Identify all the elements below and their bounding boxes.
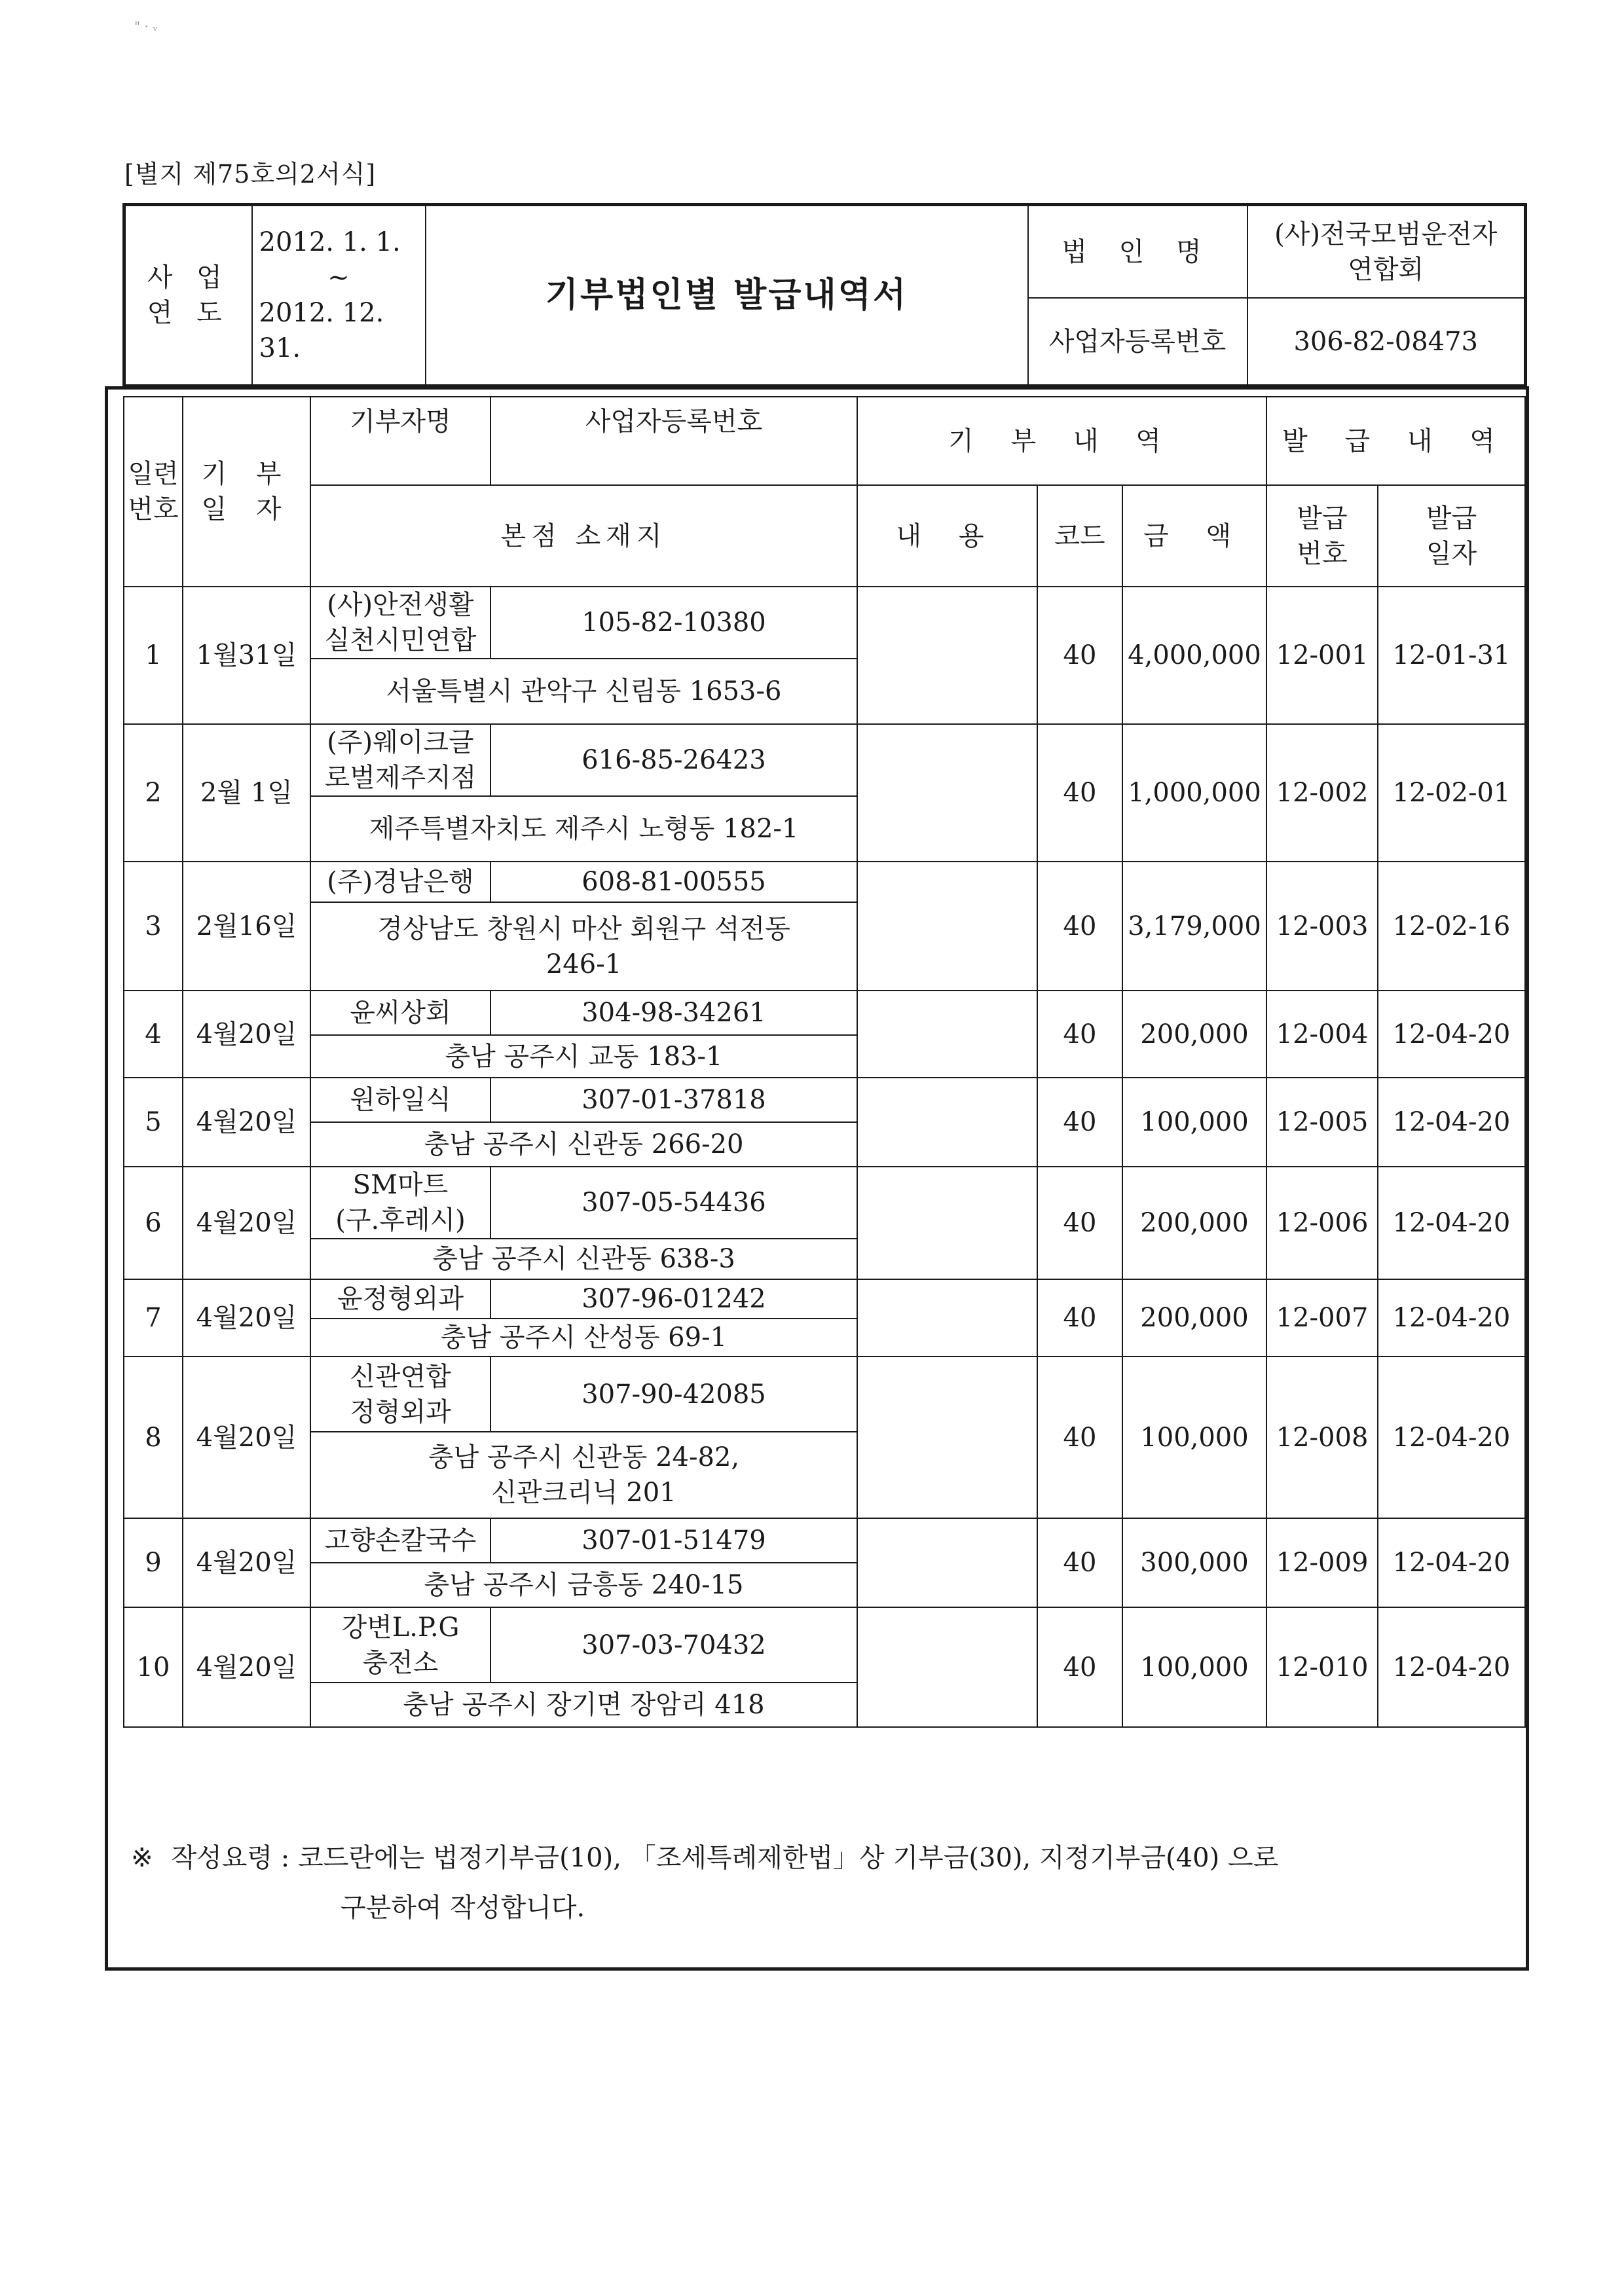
cell-date: 2월16일	[183, 862, 310, 991]
cell-seq: 4	[124, 991, 183, 1078]
cell-content	[857, 1357, 1037, 1518]
corp-name-value: (사)전국모범운전자 연합회	[1247, 205, 1526, 299]
biz-no-label: 사업자등록번호	[1028, 298, 1247, 386]
cell-content	[857, 1607, 1037, 1727]
col-date: 기 부 일 자	[183, 397, 310, 587]
cell-amount: 200,000	[1122, 991, 1266, 1078]
document-title: 기부법인별 발급내역서	[426, 205, 1028, 386]
cell-content	[857, 1167, 1037, 1279]
corp-name-label: 법 인 명	[1028, 205, 1247, 299]
cell-donor-name: 원하일식	[310, 1078, 490, 1122]
cell-code: 40	[1037, 1167, 1122, 1279]
cell-issue-no: 12-010	[1266, 1607, 1378, 1727]
cell-biz-no: 304-98-34261	[490, 991, 857, 1035]
table-row	[124, 1167, 1525, 1239]
cell-issue-date: 12-01-31	[1378, 587, 1525, 724]
cell-code: 40	[1037, 991, 1122, 1078]
cell-amount: 100,000	[1122, 1078, 1266, 1167]
cell-issue-date: 12-04-20	[1378, 1167, 1525, 1279]
period-start: 2012. 1. 1.	[259, 227, 401, 257]
cell-date: 4월20일	[183, 1518, 310, 1607]
cell-amount: 3,179,000	[1122, 862, 1266, 991]
cell-content	[857, 724, 1037, 862]
form-reference: [별지 제75호의2서식]	[124, 160, 377, 189]
note-mark: ※	[131, 1843, 153, 1873]
table-row	[124, 991, 1525, 1035]
cell-donor-name: 신관연합 정형외과	[310, 1357, 490, 1432]
cell-address: 충남 공주시 장기면 장암리 418	[310, 1683, 857, 1727]
cell-seq: 3	[124, 862, 183, 991]
cell-donor-name: 강변L.P.G 충전소	[310, 1607, 490, 1683]
cell-seq: 8	[124, 1357, 183, 1518]
cell-biz-no: 616-85-26423	[490, 724, 857, 796]
note-line-2: 구분하여 작성합니다.	[341, 1893, 585, 1923]
cell-donor-name: SM마트 (구.후레시)	[310, 1167, 490, 1239]
cell-address: 충남 공주시 신관동 24-82, 신관크리닉 201	[310, 1432, 857, 1518]
cell-date: 2월 1일	[183, 724, 310, 862]
cell-biz-no: 307-01-37818	[490, 1078, 857, 1122]
cell-issue-no: 12-005	[1266, 1078, 1378, 1167]
cell-amount: 100,000	[1122, 1607, 1266, 1727]
cell-code: 40	[1037, 724, 1122, 862]
cell-issue-date: 12-04-20	[1378, 1607, 1525, 1727]
cell-biz-no: 307-05-54436	[490, 1167, 857, 1239]
cell-date: 4월20일	[183, 1167, 310, 1279]
cell-biz-no: 307-96-01242	[490, 1279, 857, 1319]
period-tilde: ~	[327, 263, 350, 293]
cell-amount: 300,000	[1122, 1518, 1266, 1607]
cell-donor-name: 윤정형외과	[310, 1279, 490, 1319]
cell-issue-date: 12-04-20	[1378, 1078, 1525, 1167]
cell-code: 40	[1037, 862, 1122, 991]
cell-seq: 6	[124, 1167, 183, 1279]
col-content: 내 용	[857, 485, 1037, 587]
cell-issue-date: 12-04-20	[1378, 1357, 1525, 1518]
cell-date: 4월20일	[183, 1357, 310, 1518]
cell-biz-no: 307-03-70432	[490, 1607, 857, 1683]
cell-date: 4월20일	[183, 1279, 310, 1357]
cell-issue-no: 12-002	[1266, 724, 1378, 862]
col-seq: 일련 번호	[124, 397, 183, 587]
cell-code: 40	[1037, 1518, 1122, 1607]
cell-address: 제주특별자치도 제주시 노형동 182-1	[310, 796, 857, 862]
table-row	[124, 587, 1525, 659]
cell-issue-no: 12-004	[1266, 991, 1378, 1078]
cell-seq: 7	[124, 1279, 183, 1357]
cell-address: 경상남도 창원시 마산 회원구 석전동 246-1	[310, 902, 857, 991]
cell-content	[857, 587, 1037, 724]
col-issuance-details: 발 급 내 역	[1266, 397, 1525, 485]
cell-seq: 2	[124, 724, 183, 862]
cell-donor-name: (사)안전생활 실천시민연합	[310, 587, 490, 659]
cell-amount: 4,000,000	[1122, 587, 1266, 724]
cell-date: 4월20일	[183, 1078, 310, 1167]
cell-issue-no: 12-008	[1266, 1357, 1378, 1518]
col-address: 본점 소재지	[310, 485, 857, 587]
col-issue-no: 발급 번호	[1266, 485, 1378, 587]
cell-content	[857, 1518, 1037, 1607]
cell-date: 4월20일	[183, 991, 310, 1078]
col-amount: 금 액	[1122, 485, 1266, 587]
cell-code: 40	[1037, 1357, 1122, 1518]
cell-amount: 200,000	[1122, 1167, 1266, 1279]
cell-seq: 10	[124, 1607, 183, 1727]
cell-amount: 100,000	[1122, 1357, 1266, 1518]
cell-biz-no: 105-82-10380	[490, 587, 857, 659]
col-donation-details: 기 부 내 역	[857, 397, 1266, 485]
table-row	[124, 862, 1525, 902]
cell-content	[857, 991, 1037, 1078]
cell-address: 충남 공주시 금흥동 240-15	[310, 1563, 857, 1607]
cell-donor-name: (주)경남은행	[310, 862, 490, 902]
cell-issue-date: 12-04-20	[1378, 991, 1525, 1078]
cell-biz-no: 307-01-51479	[490, 1518, 857, 1563]
table-row	[124, 1518, 1525, 1563]
cell-issue-no: 12-007	[1266, 1279, 1378, 1357]
cell-issue-no: 12-009	[1266, 1518, 1378, 1607]
cell-seq: 1	[124, 587, 183, 724]
cell-code: 40	[1037, 587, 1122, 724]
cell-seq: 9	[124, 1518, 183, 1607]
cell-content	[857, 1078, 1037, 1167]
cell-code: 40	[1037, 1078, 1122, 1167]
table-row	[124, 1078, 1525, 1122]
cell-code: 40	[1037, 1279, 1122, 1357]
cell-donor-name: 고향손칼국수	[310, 1518, 490, 1563]
donation-table	[123, 396, 1526, 1728]
cell-address: 충남 공주시 산성동 69-1	[310, 1319, 857, 1357]
cell-address: 서울특별시 관악구 신림동 1653-6	[310, 659, 857, 724]
scan-artifact: " · ᵥ	[134, 18, 158, 34]
cell-seq: 5	[124, 1078, 183, 1167]
period-end: 2012. 12. 31.	[259, 298, 384, 363]
cell-biz-no: 608-81-00555	[490, 862, 857, 902]
cell-date: 4월20일	[183, 1607, 310, 1727]
col-issue-date: 발급 일자	[1378, 485, 1525, 587]
cell-issue-no: 12-001	[1266, 587, 1378, 724]
table-row	[124, 1279, 1525, 1319]
col-code: 코드	[1037, 485, 1122, 587]
cell-donor-name: 윤씨상회	[310, 991, 490, 1035]
table-row	[124, 1357, 1525, 1432]
cell-issue-date: 12-04-20	[1378, 1279, 1525, 1357]
table-body	[124, 587, 1525, 1727]
table-row	[124, 1607, 1525, 1683]
col-donor-name: 기부자명	[310, 397, 490, 485]
cell-code: 40	[1037, 1607, 1122, 1727]
business-period	[252, 205, 426, 386]
cell-issue-date: 12-02-01	[1378, 724, 1525, 862]
cell-address: 충남 공주시 신관동 638-3	[310, 1239, 857, 1279]
note-line-1: 작성요령 : 코드란에는 법정기부금(10), 「조세특례제한법」상 기부금(30), 지정기부금(40) 으로	[171, 1843, 1279, 1873]
header-table	[122, 203, 1527, 388]
cell-date: 1월31일	[183, 587, 310, 724]
col-biz-no: 사업자등록번호	[490, 397, 857, 485]
cell-content	[857, 1279, 1037, 1357]
cell-issue-date: 12-04-20	[1378, 1518, 1525, 1607]
instructions-note	[131, 1833, 1506, 1933]
cell-address: 충남 공주시 신관동 266-20	[310, 1122, 857, 1167]
cell-issue-date: 12-02-16	[1378, 862, 1525, 991]
cell-amount: 1,000,000	[1122, 724, 1266, 862]
table-row	[124, 724, 1525, 796]
cell-issue-no: 12-006	[1266, 1167, 1378, 1279]
biz-no-value: 306-82-08473	[1247, 298, 1526, 386]
cell-donor-name: (주)웨이크글 로벌제주지점	[310, 724, 490, 796]
cell-biz-no: 307-90-42085	[490, 1357, 857, 1432]
business-year-label: 사 업 연 도	[124, 205, 252, 386]
cell-address: 충남 공주시 교동 183-1	[310, 1035, 857, 1078]
cell-content	[857, 862, 1037, 991]
cell-issue-no: 12-003	[1266, 862, 1378, 991]
cell-amount: 200,000	[1122, 1279, 1266, 1357]
